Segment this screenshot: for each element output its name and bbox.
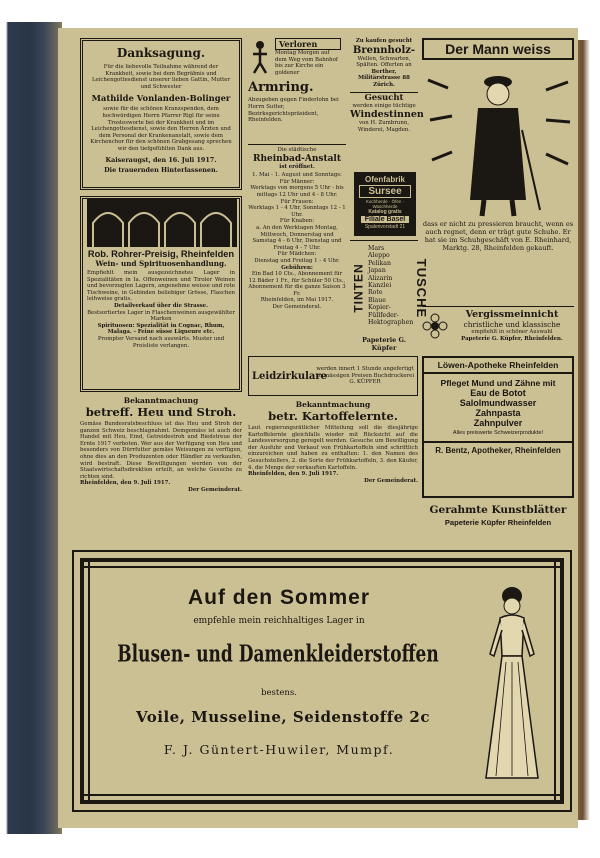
ofen-products: Kochherde · Öfen · Waschherde xyxy=(365,199,405,210)
kart-body: Laut regierungsrätlicher Mitteilung soll die diesjährige Kartoffelernte gleichfalls wieder mit Rücksicht auf die Landesversorgung geregelt werden. Gesuche um Bewilligung der Ausfuhr und Verkauf von Frühkartoffeln sind schriftlich einzureichen und haben zu enthalten: 1. den Namen des Gesuchstellers, 2. die Sorte der Frühkartoffeln, 3. den Käufer, 4. die Menge der verkauften Kartoffeln. xyxy=(248,425,418,471)
rohrer-sub: Wein- und Spirituosenhandlung. xyxy=(95,259,227,268)
ad-tinten xyxy=(350,240,430,352)
tinten-item: Rote xyxy=(368,289,383,297)
flower-icon xyxy=(422,313,448,339)
danksagung-text: Für die liebevolle Teilnahme während der Krankheit, sowie bei dem Begräbnis und Leichengottesdienst unserer lieben Gattin, Mutter und Schwester xyxy=(91,64,231,90)
sommer-firm: F. J. Güntert-Huwiler, Mumpf. xyxy=(163,742,395,757)
ofen-title: Ofenfabrik xyxy=(364,175,405,184)
gesucht-text: werden einige tüchtige xyxy=(352,102,416,109)
tinten-item: Aleppo xyxy=(368,252,390,260)
rohrer-prompt: Prompter Versand nach auswärts. Muster und Preisliste verlangen. xyxy=(97,335,225,349)
danksagung-signature: Die trauernden Hinterlassenen. xyxy=(104,165,218,174)
apo-product: Eau de Botot xyxy=(470,388,526,398)
rheinbad-line: Für Mädchen: xyxy=(277,251,317,258)
tinten-item: Mars xyxy=(368,245,385,252)
ad-der-mann-weiss xyxy=(422,38,574,304)
ad-rheinbad xyxy=(248,144,346,344)
leid-title: Leidzirkulare xyxy=(252,370,328,382)
ad-brennholz xyxy=(350,38,424,168)
arcade-illustration xyxy=(87,199,237,247)
apo-title: Löwen-Apotheke Rheinfelden xyxy=(424,358,572,374)
newspaper-page xyxy=(58,28,578,828)
tinten-item: Blaue xyxy=(368,296,386,304)
rohrer-spirit: Spirituosen: Spezialität in Cognac, Rhum, Malaga. - Feine süsse Liqueure etc. xyxy=(97,322,225,336)
mann-text: dass er nicht zu pressieren braucht, wenn es auch regnet, denn er trägt gute Schuhe. Er hat sie im Schuhgeschäft von E. Rheinhard, Marktg. 28, Rheinfelden gekauft. xyxy=(422,220,574,252)
verg-title: Vergissmeinnicht xyxy=(465,309,559,320)
border-stripe xyxy=(554,558,556,804)
kart-pre: Bekanntmachung xyxy=(295,400,371,409)
verg-firm: Papeterie G. Küpfer, Rheinfelden. xyxy=(461,335,563,342)
rheinbad-line: 1. Mai - 1. August und Sonntags: xyxy=(252,172,342,179)
rheinbad-line: Gebühren: xyxy=(281,264,313,271)
ad-kunstblaetter xyxy=(422,504,574,544)
rheinbad-pre: Die städtische xyxy=(277,147,317,153)
tinten-item: Hektographen xyxy=(368,319,414,327)
rheinbad-line: Rheinfelden, im Mai 1917. xyxy=(260,297,334,304)
tusche-label: TUSCHE xyxy=(414,258,430,319)
rheinbad-line: a. An den Werktagen Montag, Mittwoch, Donnerstag und Samstag 4 - 6 Uhr, Dienstag und Freitag 4 - 7 Uhr. xyxy=(252,224,342,251)
rheinbad-line: Für Männer: xyxy=(279,178,315,185)
heu-place: Rheinfelden, den 9. Juli 1917. xyxy=(80,480,171,487)
kart-title: betr. Kartoffelernte. xyxy=(268,409,398,423)
sommer-bestens: bestens. xyxy=(261,688,297,698)
border-stripe xyxy=(80,566,564,568)
heu-title: betreff. Heu und Stroh. xyxy=(85,405,237,419)
armring-title: Armring. xyxy=(248,80,314,96)
armring-text: Abzugeben gegen Finderlohn bei Herrn Sutter, Bezirksgerichtspräsident, Rheinfelden. xyxy=(248,97,339,124)
tinten-item: Pelikan xyxy=(368,259,391,267)
heu-sign: Der Gemeinderat. xyxy=(188,486,242,493)
border-stripe xyxy=(80,558,84,804)
ofen-place: Sursee xyxy=(359,185,411,198)
apo-tagline: Alles preiswerte Schweizerprodukte! xyxy=(452,430,544,436)
heu-body: Gemäss Bundesratsbeschluss ist das Heu und Stroh der ganzen Schweiz beschlagnahmt. Demgemäss ist auch der Handel mit Heu, Emd, Getreidestroh und Riedstreue der Ernte 1917 verboten. Wer aus der Verfügung von Heu und besonders von Dürrfutter gemäss Weisungen zu verfügen, ohne dies an den Produzenten oder Händler zu verkaufen, wird bestraft. Diese Bewilligungen werden von der Staatswirtschaftsdirektion erteilt, an welche Gesuche zu richten sind. xyxy=(80,421,242,480)
danksagung-text-2: sowie für die schönen Kranzspenden, dem hochwürdigen Herrn Pfarrer Rigl für seine Trostesworte bei der Krankheit und im Leichengottesdienst, sowie den Herren Ärzten und dem Personal der Krankenanstalt, sowie dem Kirchenchor für den schönen Grabgesang sprechen wir den tiefgefühlten Dank aus. xyxy=(90,106,232,152)
ad-verloren xyxy=(248,38,346,142)
ofen-katalog: Katalog gratis xyxy=(368,209,402,216)
tinten-item: Kopier- xyxy=(368,304,391,312)
ad-heu-stroh xyxy=(80,396,242,544)
verloren-text: Montag Morgen auf dem Weg vom Bahnhof bis zur Kirche ein goldener xyxy=(275,50,338,76)
border-stripe xyxy=(80,558,564,562)
ofen-address: Spalenvorstadt 21 xyxy=(364,224,406,231)
deceased-name: Mathilde Vonlanden-Bolinger xyxy=(91,93,231,104)
apo-firm: R. Bentz, Apotheker, Rheinfelden xyxy=(424,441,572,455)
kunst-sub: Papeterie Küpfer Rheinfelden xyxy=(444,518,552,527)
verg-small: empfiehlt in schöner Auswahl xyxy=(471,329,553,335)
danksagung-place: Kaiseraugst, den 16. Juli 1917. xyxy=(105,155,217,164)
verloren-label: Verloren xyxy=(275,38,341,50)
ad-rohrer-preisig xyxy=(80,196,242,392)
ofen-filiale: Filiale Basel xyxy=(361,216,409,223)
leid-text: werden innert 1 Stunde angefertigt zu mässigen Preisen Buchdruckerei G. KÜPFER xyxy=(315,366,415,386)
ad-ofenfabrik xyxy=(354,172,416,236)
tinten-item: Alizarin xyxy=(368,274,393,282)
ad-auf-den-sommer xyxy=(72,550,572,812)
gesucht-title: Gesucht xyxy=(350,92,418,103)
border-stripe xyxy=(560,558,564,804)
rheinbad-line: Für Frauen: xyxy=(280,198,314,205)
brennholz-title: Brennholz- xyxy=(352,44,416,56)
man-with-umbrella-illustration xyxy=(422,60,574,220)
rohrer-detail: Detailverkauf über die Strasse. xyxy=(114,302,208,309)
tinten-item: Japan xyxy=(368,267,386,275)
tinten-footer: Papeterie G. Küpfer xyxy=(362,336,406,352)
border-stripe xyxy=(88,558,90,804)
rheinbad-line: Dienstag und Freitag 1 - 4 Uhr. xyxy=(254,257,340,264)
apo-product: Zahnpulver xyxy=(473,418,523,428)
kart-place: Rheinfelden, den 9. Juli 1917. xyxy=(248,471,339,478)
heu-pre: Bekanntmachung xyxy=(123,396,199,405)
danksagung-title: Danksagung. xyxy=(116,46,206,60)
verloren-stamp xyxy=(248,38,346,76)
kunst-title: Gerahmte Kunstblätter xyxy=(429,504,567,516)
brennholz-firm: Berther, Militärstrasse 88 Zürich. xyxy=(358,68,410,88)
ad-leidzirkulare xyxy=(248,356,418,396)
tinten-item: Füllfeder- xyxy=(368,311,399,319)
rohrer-lager: Bestsortiertes Lager in Flaschenweinen ausgewählter Marken xyxy=(87,309,235,323)
tinten-list xyxy=(368,245,414,327)
tinten-label: TINTEN xyxy=(351,263,366,313)
rheinbad-line: Für Knaben: xyxy=(279,218,315,225)
border-stripe xyxy=(80,794,564,796)
sommer-big: Blusen- und Damenkleiderstoffen xyxy=(117,641,439,669)
lady-in-dress-illustration xyxy=(472,582,554,782)
border-stripe xyxy=(80,800,564,804)
pointing-figure-icon xyxy=(248,39,272,75)
windestinnen-text: von H. Zumbrunn, Winderei, Magden. xyxy=(357,120,411,133)
rheinbad-line: Der Gemeinderat. xyxy=(272,304,322,311)
sommer-title: Auf den Sommer xyxy=(187,586,371,609)
rohrer-title: Rob. Rohrer-Preisig, Rheinfelden xyxy=(87,249,235,259)
rheinbad-title: Rheinbad-Anstalt xyxy=(252,153,342,164)
ad-danksagung xyxy=(80,38,242,190)
ad-vergissmeinnicht xyxy=(422,306,574,352)
tinten-item: Kanzlei xyxy=(368,282,392,290)
rohrer-body: Empfiehlt mein ausgezeichnetes Lager in Spezialitäten in Ia. Offenweinen und Tiroler Weinen und bevorzugten Lagern, angenehme weisse und rote Tischweine, in Gebinden beliebiger Grösse, Flaschen leihweise gratis. xyxy=(87,270,235,303)
verg-sub: christliche und klassische xyxy=(463,320,561,329)
rheinbad-line: Ein Bad 10 Cts., Abonnement für 12 Bäder 1 Fr., für Schüler 50 Cts., Abonnement für die ganze Saison 3 Fr. xyxy=(248,271,346,297)
apo-pflege: Pfleget Mund und Zähne mit xyxy=(440,378,556,388)
mann-title: Der Mann weiss xyxy=(422,38,574,60)
brennholz-pre: Zu kaufen gesucht xyxy=(355,38,413,44)
ad-loewen-apotheke xyxy=(422,356,574,498)
rheinbad-line: Werktags von morgens 5 Uhr - bis mittags 12 Uhr und 4 - 8 Uhr. xyxy=(250,185,344,198)
rheinbad-line: Werktags 1 - 4 Uhr, Sonntags 12 - 1 Uhr. xyxy=(248,205,346,218)
rheinbad-open: ist eröffnet. xyxy=(279,163,315,170)
ad-kartoffelernte xyxy=(248,400,418,544)
windestinnen-title: Windestinnen xyxy=(350,109,424,121)
sommer-fabrics: Voile, Musseline, Seidenstoffe 2c xyxy=(135,708,430,726)
sommer-sub: empfehle mein reichhaltiges Lager in xyxy=(193,616,365,626)
apo-product: Zahnpasta xyxy=(475,408,521,418)
brennholz-text: Wellen, Schwarten, Spälten. Offerten an xyxy=(356,55,412,69)
rheinbad-lines xyxy=(248,172,346,310)
apo-product: Salolmundwasser xyxy=(459,398,537,408)
book-binding xyxy=(0,22,62,834)
kart-sign: Der Gemeinderat. xyxy=(364,477,418,484)
